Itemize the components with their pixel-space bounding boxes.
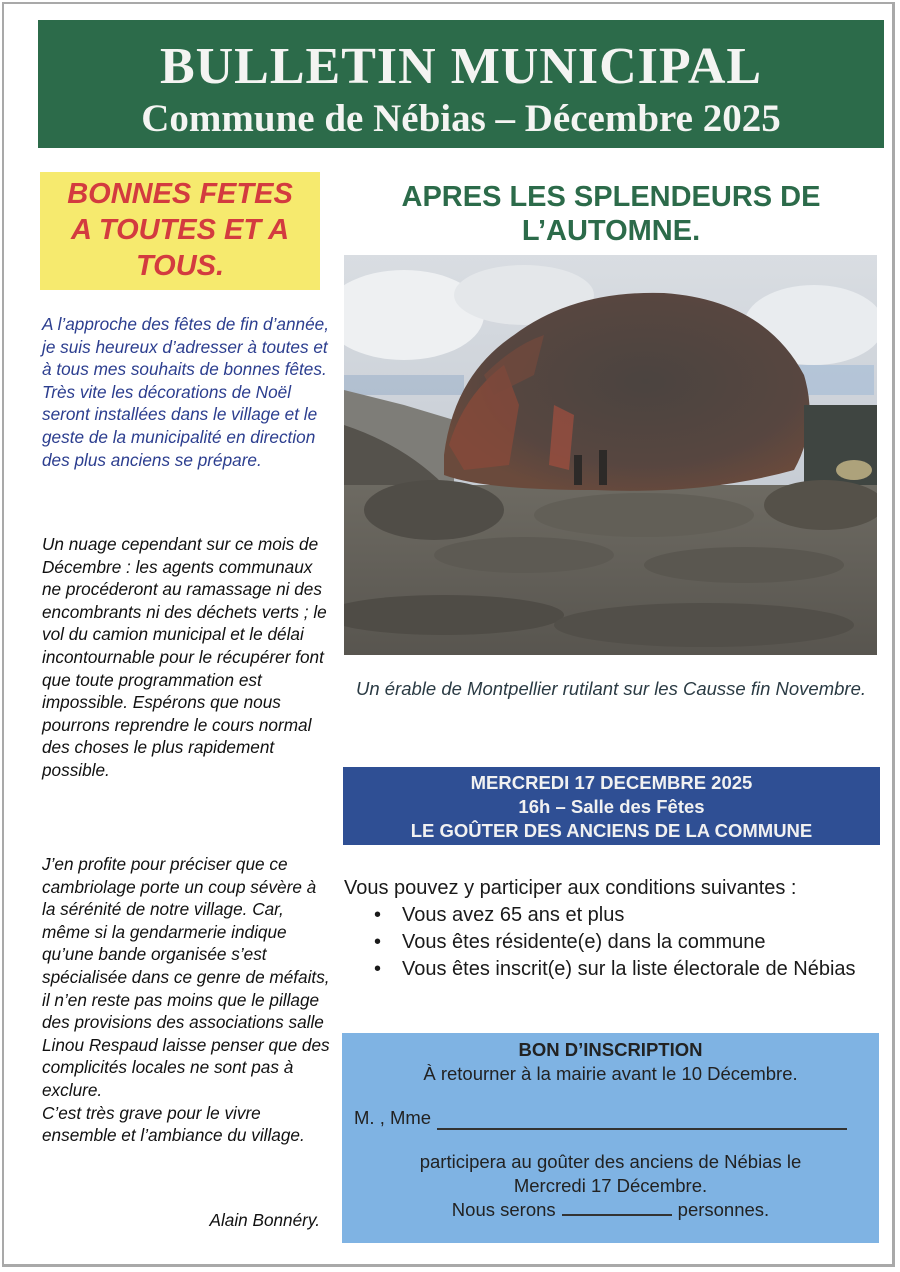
name-label: M. , Mme (354, 1107, 432, 1128)
condition-text: Vous êtes résidente(e) dans la commune (402, 931, 766, 953)
editorial-paragraph-2 (42, 533, 332, 782)
conditions-list (344, 902, 879, 983)
form-title: BON D’INSCRIPTION (518, 1039, 703, 1060)
participation-conditions (344, 875, 879, 983)
photo-caption: Un érable de Montpellier rutilant sur les Causse fin Novembre. (355, 678, 866, 699)
season-greeting-box (40, 172, 320, 290)
form-subtitle: À retourner à la mairie avant le 10 Décembre. (423, 1063, 798, 1084)
event-banner (343, 767, 880, 845)
participation-line-1: participera au goûter des anciens de Nébias le (419, 1151, 802, 1172)
photo-illustration (344, 255, 877, 655)
bullet-icon: • (374, 958, 382, 980)
article-title-line: APRES LES SPLENDEURS DE (401, 181, 821, 213)
event-title: LE GOÛTER DES ANCIENS DE LA COMMUNE (410, 820, 813, 841)
editorial-paragraph-3 (42, 853, 332, 1147)
greeting-line: TOUS. (135, 250, 225, 282)
editorial-paragraph-1 (42, 313, 332, 471)
editorial-text: J’en profite pour préciser que ce cambriolage porte un coup sévère à la sérénité de notre village. Car, même si la gendarmerie indique qu’une bande organisée s’est spécialisée dans ce genre de méfaits, il n’en reste pas moins que le pillage des provisions des associations salle Linou Respaud laisse penser que des complicités locales ne sont pas à exclure. (42, 854, 330, 1100)
editorial-text: Un nuage cependant sur ce mois de Décembre : les agents communaux ne procéderont au ramassage ni des encombrants ni des déchets verts ; le vol du camion municipal et le délai incontournable pour le récupérer font que toute programmation est impossible. Espérons que nous pourrons reprendre le cours normal des choses le plus rapidement possible. (42, 534, 327, 780)
conditions-intro: Vous pouvez y participer aux conditions suivantes : (344, 877, 797, 899)
masthead-subtitle: Commune de Nébias – Décembre 2025 (141, 97, 781, 140)
condition-item (374, 956, 879, 983)
registration-form (342, 1033, 879, 1243)
editorial-text: C’est très grave pour le vivre ensemble et l’ambiance du village. (42, 1102, 305, 1146)
name-blank-line[interactable] (437, 1112, 847, 1130)
condition-item (374, 902, 879, 929)
condition-text: Vous avez 65 ans et plus (402, 904, 625, 926)
condition-item (374, 929, 879, 956)
condition-text: Vous êtes inscrit(e) sur la liste électorale de Nébias (402, 958, 856, 980)
article-title (346, 180, 876, 248)
bullet-icon: • (374, 904, 382, 926)
count-row (342, 1198, 879, 1222)
event-time-place: 16h – Salle des Fêtes (518, 796, 705, 817)
maple-tree-photo (344, 255, 877, 655)
name-row (342, 1106, 879, 1130)
masthead-title: BULLETIN MUNICIPAL (159, 38, 763, 95)
participation-line-2: Mercredi 17 Décembre. (513, 1175, 708, 1196)
count-suffix: personnes. (677, 1199, 770, 1220)
event-date: MERCREDI 17 DECEMBRE 2025 (470, 772, 753, 793)
greeting-line: A TOUTES ET A (70, 214, 290, 246)
count-prefix: Nous serons (451, 1199, 556, 1220)
article-title-line: L’AUTOMNE. (521, 215, 701, 247)
greeting-line: BONNES FETES (67, 178, 293, 210)
bullet-icon: • (374, 931, 382, 953)
masthead-banner (38, 20, 884, 148)
editorial-text: A l’approche des fêtes de fin d’année, je suis heureux d’adresser à toutes et à tous mes souhaits de bonnes fêtes. Très vite les décorations de Noël seront installées dans le village et le geste de la municipalité en direction des plus anciens se prépare. (42, 314, 329, 470)
count-blank-line[interactable] (562, 1200, 672, 1216)
editorial-signature: Alain Bonnéry. (209, 1210, 320, 1230)
